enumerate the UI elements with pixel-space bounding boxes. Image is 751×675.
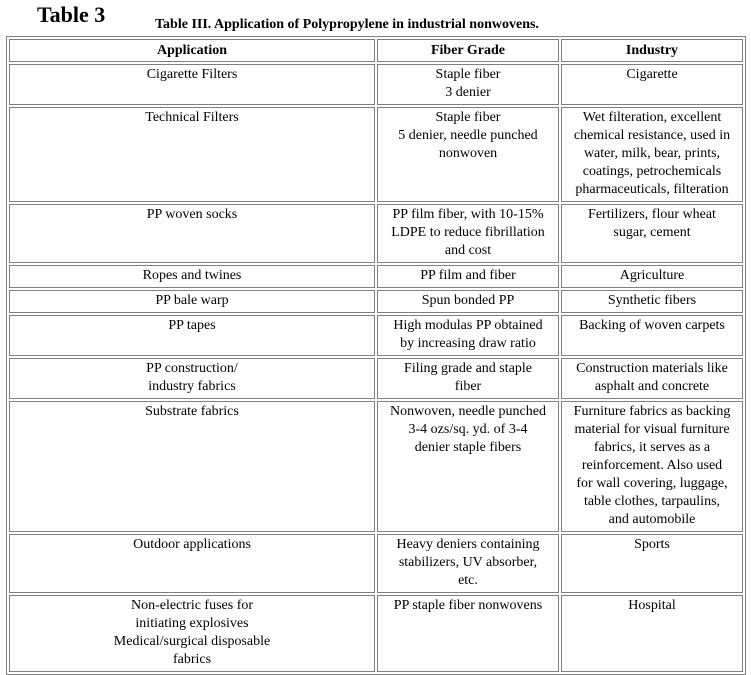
- cell-line: Heavy deniers containing: [396, 537, 540, 552]
- table-row: [9, 534, 743, 593]
- industry-cell: [561, 290, 743, 313]
- cell-line: fabrics: [172, 652, 212, 667]
- cell-line: PP construction/: [146, 361, 238, 376]
- fiber-grade-cell: [377, 265, 559, 288]
- table-row: [9, 358, 743, 399]
- cell-line: nonwoven: [438, 146, 498, 161]
- cell-line: 3-4 ozs/sq. yd. of 3-4: [408, 422, 528, 437]
- cell-line: by increasing draw ratio: [400, 336, 536, 351]
- cell-line: material for visual furniture: [574, 422, 730, 437]
- cell-line: chemical resistance, used in: [573, 128, 731, 143]
- cell-line: Ropes and twines: [142, 268, 242, 283]
- table-row: [9, 290, 743, 313]
- cell-line: fiber: [454, 379, 482, 394]
- application-cell: [9, 595, 375, 672]
- industry-cell: [561, 265, 743, 288]
- application-cell: [9, 204, 375, 263]
- cell-line: PP staple fiber nonwovens: [393, 598, 543, 613]
- cell-line: etc.: [458, 573, 478, 588]
- industry-cell: [561, 534, 743, 593]
- application-cell: [9, 265, 375, 288]
- cell-line: pharmaceuticals, filteration: [575, 182, 729, 197]
- cell-line: stabilizers, UV absorber,: [398, 555, 538, 570]
- fiber-grade-cell: [377, 534, 559, 593]
- fiber-grade-cell: [377, 401, 559, 532]
- cell-line: Substrate fabrics: [145, 404, 239, 419]
- table-row: [9, 107, 743, 202]
- table-row: [9, 595, 743, 672]
- cell-line: Technical Filters: [145, 110, 239, 125]
- industry-cell: [561, 64, 743, 105]
- cell-line: High modulas PP obtained: [393, 318, 543, 333]
- cell-line: Cigarette: [626, 67, 678, 82]
- cell-line: and automobile: [608, 512, 696, 527]
- header-row: [9, 39, 743, 62]
- fiber-grade-cell: [377, 204, 559, 263]
- cell-line: and cost: [444, 243, 492, 258]
- table-row: [9, 204, 743, 263]
- cell-line: PP film and fiber: [420, 268, 516, 283]
- application-cell: [9, 534, 375, 593]
- cell-line: reinforcement. Also used: [581, 458, 723, 473]
- cell-line: Spun bonded PP: [421, 293, 515, 308]
- cell-line: Backing of woven carpets: [579, 318, 725, 333]
- cell-line: PP woven socks: [146, 207, 238, 222]
- application-cell: [9, 290, 375, 313]
- cell-line: Fertilizers, flour wheat: [588, 207, 716, 222]
- fiber-grade-cell: [377, 595, 559, 672]
- application-cell: [9, 107, 375, 202]
- cell-line: Nonwoven, needle punched: [390, 404, 546, 419]
- cell-line: sugar, cement: [613, 225, 691, 240]
- cell-line: PP bale warp: [155, 293, 229, 308]
- cell-line: Medical/surgical disposable: [113, 634, 271, 649]
- document-label: Table 3: [37, 2, 106, 27]
- cell-line: 3 denier: [445, 85, 491, 100]
- fiber-grade-cell: [377, 315, 559, 356]
- cell-line: Construction materials like: [576, 361, 728, 376]
- cell-line: denier staple fibers: [414, 440, 522, 455]
- table-row: [9, 315, 743, 356]
- industry-cell: [561, 595, 743, 672]
- fiber-grade-cell: [377, 64, 559, 105]
- fiber-grade-cell: [377, 290, 559, 313]
- cell-line: initiating explosives: [135, 616, 249, 631]
- industry-cell: [561, 204, 743, 263]
- fiber-grade-cell: [377, 358, 559, 399]
- cell-line: Synthetic fibers: [607, 293, 697, 308]
- cell-line: for wall covering, luggage,: [576, 476, 728, 491]
- cell-line: LDPE to reduce fibrillation: [391, 225, 545, 240]
- cell-line: Non-electric fuses for: [130, 598, 254, 613]
- table-row: [9, 401, 743, 532]
- application-cell: [9, 315, 375, 356]
- table-caption: Table III. Application of Polypropylene in industrial nonwovens.: [155, 17, 539, 32]
- industry-cell: [561, 401, 743, 532]
- industry-cell: [561, 358, 743, 399]
- application-cell: [9, 358, 375, 399]
- polypropylene-applications-table: [6, 36, 746, 675]
- cell-line: water, milk, bear, prints,: [583, 146, 721, 161]
- application-cell: [9, 64, 375, 105]
- cell-line: fabrics, it serves as a: [593, 440, 711, 455]
- fiber-grade-cell: [377, 107, 559, 202]
- cell-line: Wet filteration, excellent: [582, 110, 722, 125]
- cell-line: Staple fiber: [435, 67, 501, 82]
- header-fiber-grade: Fiber Grade: [377, 39, 559, 62]
- cell-line: Sports: [634, 537, 670, 552]
- industry-cell: [561, 107, 743, 202]
- header-application: Application: [9, 39, 375, 62]
- header-industry: Industry: [561, 39, 743, 62]
- cell-line: Hospital: [628, 598, 676, 613]
- cell-line: Staple fiber: [435, 110, 501, 125]
- cell-line: PP film fiber, with 10-15%: [392, 207, 544, 222]
- cell-line: Agriculture: [619, 268, 685, 283]
- cell-line: industry fabrics: [148, 379, 236, 394]
- cell-line: table clothes, tarpaulins,: [583, 494, 721, 509]
- application-cell: [9, 401, 375, 532]
- cell-line: asphalt and concrete: [594, 379, 710, 394]
- industry-cell: [561, 315, 743, 356]
- cell-line: 5 denier, needle punched: [398, 128, 538, 143]
- cell-line: coatings, petrochemicals: [582, 164, 722, 179]
- table-row: [9, 265, 743, 288]
- cell-line: Furniture fabrics as backing: [573, 404, 731, 419]
- cell-line: Cigarette Filters: [146, 67, 238, 82]
- cell-line: Outdoor applications: [133, 537, 251, 552]
- table-row: [9, 64, 743, 105]
- table-body: [9, 64, 743, 672]
- cell-line: PP tapes: [168, 318, 216, 333]
- cell-line: Filing grade and staple: [404, 361, 532, 376]
